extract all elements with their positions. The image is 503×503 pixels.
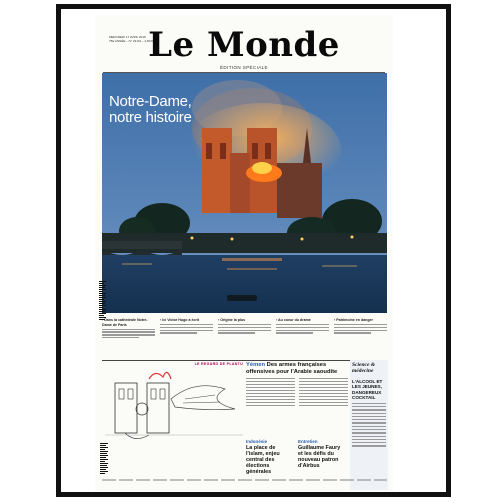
brief-indonesia[interactable]	[246, 439, 294, 475]
sketch-label: LE REGARD DE PLANTU	[194, 362, 243, 366]
column-3-lead: › Origine la plus	[218, 318, 246, 322]
barcode	[99, 281, 106, 321]
column-4-lead: › Au coeur du drame	[276, 318, 311, 322]
plantu-cartoon	[105, 369, 243, 447]
meta-issue: 75E ANNÉE – N° 23101 – 2,80 €	[109, 39, 153, 43]
brief-2-kicker: Entretien	[298, 439, 318, 444]
yemen-headline	[246, 362, 348, 375]
yemen-article[interactable]	[246, 362, 348, 408]
lead-columns	[102, 318, 387, 356]
footer-lines	[102, 478, 387, 482]
science-sidebar[interactable]	[350, 360, 388, 490]
meta-date: MERCREDI 17 AVRIL 2019	[109, 35, 146, 39]
column-3	[218, 318, 271, 356]
newspaper-page	[95, 15, 393, 491]
barcode-bottom	[100, 443, 108, 477]
yemen-body	[246, 376, 348, 408]
column-5-lead: › Patrimoine en danger	[334, 318, 373, 322]
column-2-lead: › Ici Victor Hugo a écrit	[160, 318, 200, 322]
column-2	[160, 318, 213, 356]
cover-photo	[102, 73, 387, 313]
yemen-title: Des armes françaises offensives pour l'Arabie saoudite	[246, 362, 338, 375]
yemen-kicker: Yémen	[246, 362, 266, 368]
headline-line-2: notre histoire	[109, 109, 192, 126]
brief-interview[interactable]	[298, 439, 346, 469]
brief-2-title: Guillaume Faury et les défis du nouveau patron d'Airbus	[298, 445, 341, 469]
masthead-title: Le Monde	[148, 25, 340, 65]
section-rule	[102, 360, 387, 361]
headline-line-1: Notre-Dame,	[109, 93, 192, 110]
brief-1-kicker: Indonésie	[246, 439, 268, 444]
column-4	[276, 318, 329, 356]
edition-label: ÉDITION SPÉCIALE	[220, 65, 268, 70]
footer-prices	[102, 478, 387, 483]
brief-1-title: La place de l'islam, enjeu central des élections générales	[246, 445, 280, 475]
column-1-lead: › Dans la cathédrale Notre-Dame de Paris	[102, 318, 148, 327]
column-1	[102, 318, 155, 356]
cover-headline	[109, 94, 229, 126]
column-5	[334, 318, 387, 356]
science-title: L'ALCOOL ET LES JEUNES, DANGEREUX COCKTAIL	[352, 379, 383, 401]
science-logo: Science & médecine	[352, 362, 376, 374]
